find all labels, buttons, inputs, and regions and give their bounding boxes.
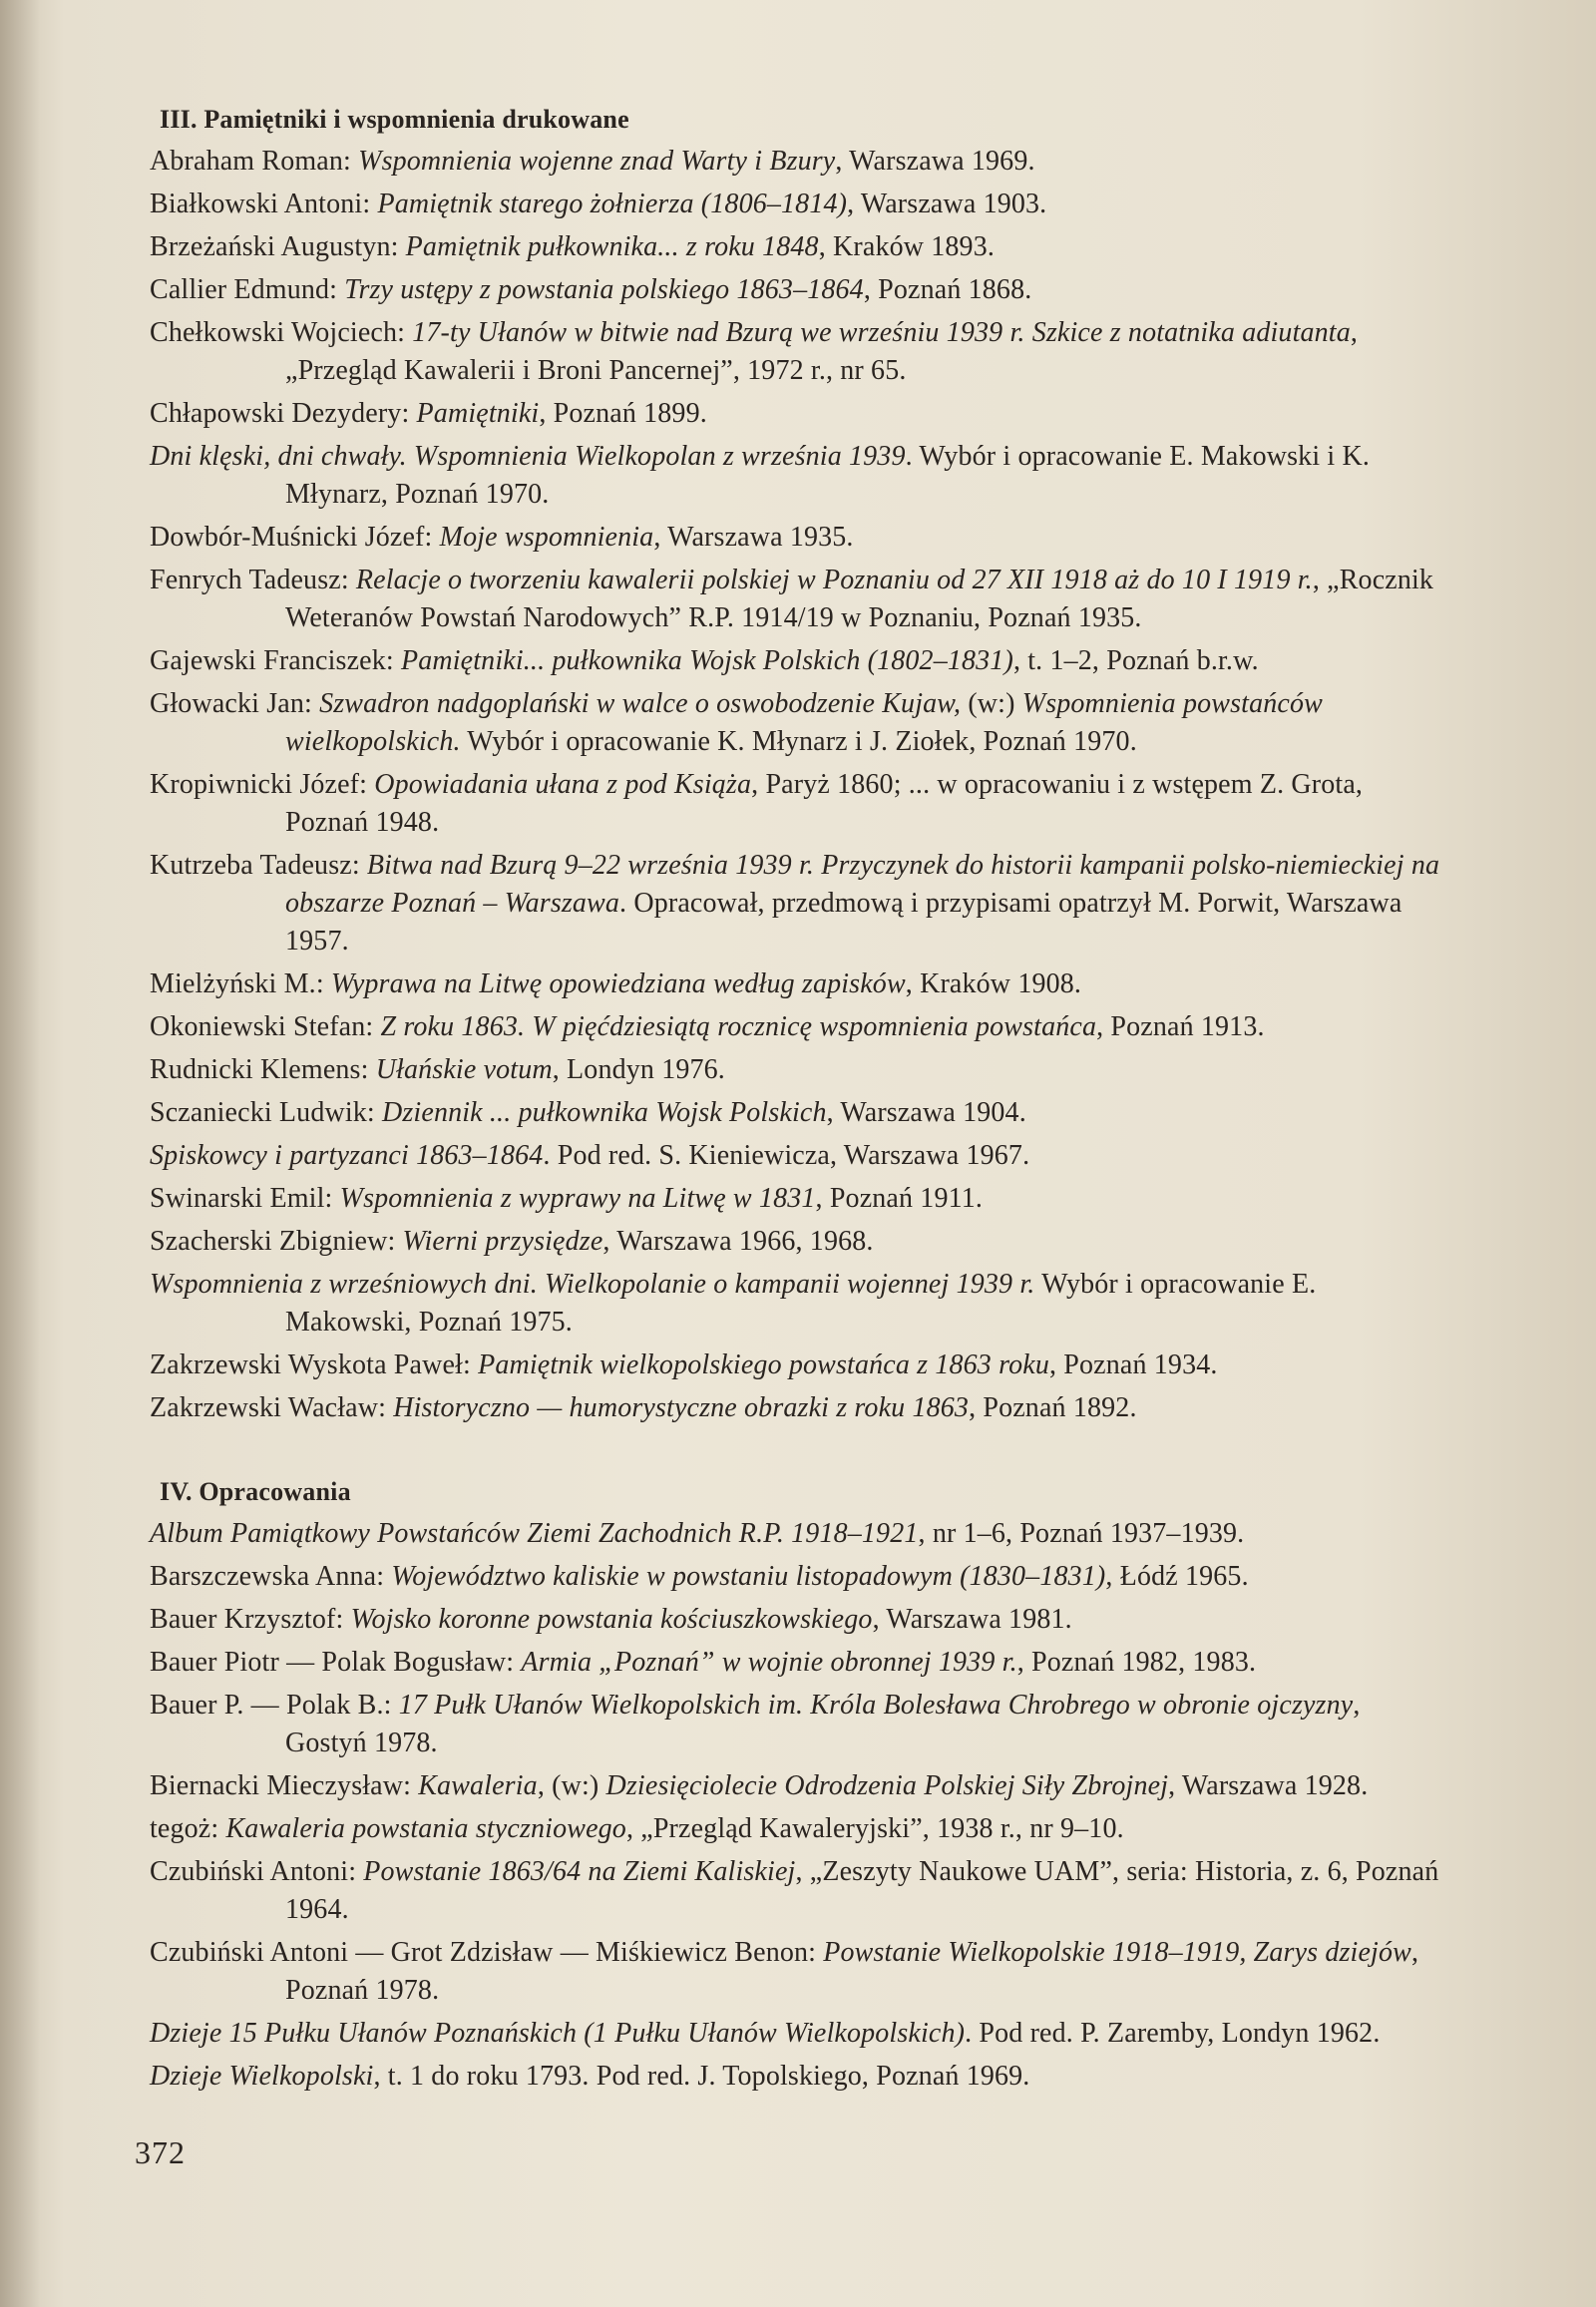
entry-text: , Łódź 1965. [1105, 1561, 1249, 1592]
entry-text: Gajewski Franciszek: [150, 645, 401, 676]
entry-text: Chełkowski Wojciech: [150, 317, 413, 348]
entry-text: , Warszawa 1903. [847, 189, 1047, 219]
entry-text: , Poznań 1899. [539, 398, 707, 429]
section-heading-memoirs: III. Pamiętniki i wspomnienia drukowane [160, 105, 629, 134]
bibliography-entry [150, 1644, 1446, 1682]
entry-text: Biernacki Mieczysław: [150, 1770, 419, 1801]
section-heading-studies: IV. Opracowania [160, 1477, 351, 1506]
bibliography-entry [150, 143, 1446, 181]
entry-text: , „Przegląd Kawalerii i Broni Pancernej”, 1972 r., nr 65. [285, 317, 1359, 386]
bibliography-entry [150, 1389, 1446, 1427]
entry-text: , Warszawa 1928. [1168, 1770, 1369, 1801]
entry-title: Z roku 1863. W pięćdziesiątą rocznicę wspomnienia powstańca [380, 1011, 1097, 1042]
entry-text: , Poznań 1978. [285, 1937, 1419, 2006]
entry-text: Swinarski Emil: [150, 1183, 340, 1214]
bibliography-entry [150, 2058, 1446, 2096]
bibliography-entry [150, 395, 1446, 433]
entry-text: , Poznań 1892. [969, 1392, 1137, 1423]
bibliography-entry [150, 562, 1446, 637]
entry-title: Dziennik ... pułkownika Wojsk Polskich [382, 1097, 827, 1128]
entry-text: , Warszawa 1966, 1968. [602, 1226, 874, 1257]
entry-text: , t. 1–2, Poznań b.r.w. [1012, 645, 1259, 676]
entry-title: Dzieje 15 Pułku Ułanów Poznańskich (1 Pułku Ułanów Wielkopolskich) [150, 2018, 966, 2049]
bibliography-entry [150, 519, 1446, 557]
bibliography-entry [150, 642, 1446, 680]
entry-text: Dowbór-Muśnicki Józef: [150, 522, 440, 553]
page-gutter-shadow [0, 0, 40, 2307]
entry-title: Wspomnienia z wyprawy na Litwę w 1831 [339, 1183, 816, 1214]
entry-title: Armia „Poznań” w wojnie obronnej 1939 r. [521, 1647, 1017, 1678]
entry-title: Pamiętnik wielkopolskiego powstańca z 1863 roku [478, 1349, 1049, 1380]
bibliography-entry [150, 965, 1446, 1003]
entry-text: , Poznań 1868. [863, 274, 1032, 305]
entry-text: . Opracował, przedmową i przypisami opatrzył M. Porwit, Warszawa 1957. [285, 888, 1402, 957]
entry-text: (w:) [968, 688, 1022, 719]
bibliography-entry [150, 1810, 1446, 1848]
entry-text: , Poznań 1934. [1049, 1349, 1218, 1380]
bibliography-entry [150, 1558, 1446, 1596]
bibliography-entry [150, 228, 1446, 266]
page-content [150, 105, 1446, 2101]
entry-text: , (w:) [537, 1770, 606, 1801]
bibliography-entry [150, 314, 1446, 390]
entry-text: Głowacki Jan: [150, 688, 320, 719]
entry-text: , Paryż 1860; ... w opracowaniu i z wstępem Z. Grota, Poznań 1948. [285, 769, 1364, 838]
entry-text: Barszczewska Anna: [150, 1561, 392, 1592]
entry-text: Zakrzewski Wyskota Paweł: [150, 1349, 479, 1380]
bibliography-entry [150, 1767, 1446, 1805]
bibliography-entry [150, 1008, 1446, 1046]
entry-title: Kawaleria powstania styczniowego [225, 1813, 626, 1844]
entry-text: , t. 1 do roku 1793. Pod red. J. Topolskiego, Poznań 1969. [373, 2061, 1030, 2092]
bibliography-entry [150, 1051, 1446, 1089]
entry-text: Kropiwnicki Józef: [150, 769, 375, 800]
entry-text: Bauer Krzysztof: [150, 1604, 351, 1635]
entry-text: . Pod red. P. Zaremby, Londyn 1962. [965, 2018, 1381, 2049]
entry-text: Chłapowski Dezydery: [150, 398, 417, 429]
bibliography-entry [150, 1223, 1446, 1261]
bibliography-entry [150, 2015, 1446, 2053]
entry-title: Bitwa nad Bzurą 9–22 września 1939 r. Przyczynek do historii kampanii polsko-niemieckiej na obszarze Poznań – Warszawa [285, 850, 1440, 919]
entry-title: Spiskowcy i partyzanci 1863–1864 [150, 1140, 544, 1171]
entry-text: , Poznań 1982, 1983. [1016, 1647, 1257, 1678]
bibliography-entry [150, 1934, 1446, 2010]
entry-text: , Warszawa 1969. [835, 146, 1035, 177]
bibliography-entry [150, 847, 1446, 961]
entry-text: , Kraków 1893. [818, 231, 996, 262]
entry-title: Wierni przysiędze [402, 1226, 603, 1257]
entry-text: , „Rocznik Weteranów Powstań Narodowych” R.P. 1914/19 w Poznaniu, Poznań 1935. [285, 565, 1434, 633]
entry-text: , nr 1–6, Poznań 1937–1939. [918, 1518, 1245, 1549]
memoirs-entry-list [150, 143, 1446, 1427]
bibliography-entry [150, 685, 1446, 761]
entry-text: Mielżyński M.: [150, 968, 331, 999]
entry-text: , Poznań 1911. [815, 1183, 984, 1214]
entry-text: Czubiński Antoni: [150, 1856, 364, 1887]
entry-text: Bauer P. — Polak B.: [150, 1690, 399, 1721]
entry-text: Bauer Piotr — Polak Bogusław: [150, 1647, 522, 1678]
entry-title: Powstanie 1863/64 na Ziemi Kaliskiej [363, 1856, 796, 1887]
entry-title: Trzy ustępy z powstania polskiego 1863–1864 [344, 274, 864, 305]
entry-title: Album Pamiątkowy Powstańców Ziemi Zachodnich R.P. 1918–1921 [150, 1518, 919, 1549]
entry-text: Wybór i opracowanie K. Młynarz i J. Ziołek, Poznań 1970. [460, 726, 1137, 757]
entry-title: 17-ty Ułanów w bitwie nad Bzurą we wrześniu 1939 r. Szkice z notatnika adiutanta [412, 317, 1351, 348]
page-number: 372 [135, 2134, 186, 2170]
entry-text: , Warszawa 1935. [653, 522, 854, 553]
bibliography-entry [150, 1601, 1446, 1639]
bibliography-entry [150, 1515, 1446, 1553]
studies-entry-list [150, 1515, 1446, 2096]
entry-title: Moje wspomnienia [439, 522, 654, 553]
bibliography-entry [150, 1687, 1446, 1762]
bibliography-entry [150, 186, 1446, 223]
bibliography-entry [150, 1266, 1446, 1342]
bibliography-entry [150, 271, 1446, 309]
entry-text: , Poznań 1913. [1096, 1011, 1265, 1042]
entry-text: Czubiński Antoni — Grot Zdzisław — Miśkiewicz Benon: [150, 1937, 824, 1968]
entry-title: Pamiętniki... pułkownika Wojsk Polskich (1802–1831) [400, 645, 1013, 676]
entry-text: Wybór i opracowanie E. Makowski, Poznań 1975. [285, 1269, 1317, 1338]
entry-text: Szacherski Zbigniew: [150, 1226, 403, 1257]
bibliography-entry [150, 1094, 1446, 1132]
entry-title: Wspomnienia powstańców wielkopolskich. [285, 688, 1323, 757]
entry-title: Historyczno — humorystyczne obrazki z roku 1863 [393, 1392, 970, 1423]
bibliography-entry [150, 438, 1446, 514]
entry-title: Relacje o tworzeniu kawalerii polskiej w Poznaniu od 27 XII 1918 aż do 10 I 1919 r. [355, 565, 1313, 595]
entry-title: Pamiętniki [416, 398, 540, 429]
entry-text: tegoż: [150, 1813, 226, 1844]
entry-title: Ułańskie votum [375, 1054, 553, 1085]
entry-text: Białkowski Antoni: [150, 189, 378, 219]
entry-title: Dzieje Wielkopolski [150, 2061, 374, 2092]
entry-text: Rudnicki Klemens: [150, 1054, 376, 1085]
entry-title: Dni klęski, dni chwały. Wspomnienia Wielkopolan z września 1939 [150, 441, 906, 472]
entry-text: , „Przegląd Kawaleryjski”, 1938 r., nr 9–10. [625, 1813, 1124, 1844]
entry-title: Pamiętnik pułkownika... z roku 1848 [405, 231, 819, 262]
entry-text: Brzeżański Augustyn: [150, 231, 406, 262]
entry-title: Szwadron nadgoplański w walce o oswobodzenie Kujaw, [319, 688, 969, 719]
bibliography-entry [150, 1346, 1446, 1384]
entry-text: , Londyn 1976. [552, 1054, 725, 1085]
entry-title: Pamiętnik starego żołnierza (1806–1814) [377, 189, 848, 219]
entry-text: , Warszawa 1981. [872, 1604, 1072, 1635]
entry-text: . Pod red. S. Kieniewicza, Warszawa 1967. [543, 1140, 1030, 1171]
entry-text: Kutrzeba Tadeusz: [150, 850, 367, 881]
entry-text: Fenrych Tadeusz: [150, 565, 356, 595]
entry-title: Wyprawa na Litwę opowiedziana według zapisków [330, 968, 906, 999]
entry-text: Okoniewski Stefan: [150, 1011, 381, 1042]
entry-title: Dziesięciolecie Odrodzenia Polskiej Siły Zbrojnej [605, 1770, 1169, 1801]
entry-text: , „Zeszyty Naukowe UAM”, seria: Historia, z. 6, Poznań 1964. [285, 1856, 1439, 1925]
entry-title: 17 Pułk Ułanów Wielkopolskich im. Króla Bolesława Chrobrego w obronie ojczyzny [398, 1690, 1354, 1721]
entry-text: Callier Edmund: [150, 274, 345, 305]
bibliography-entry [150, 766, 1446, 842]
entry-text: , Warszawa 1904. [826, 1097, 1026, 1128]
entry-title: Opowiadania ułana z pod Książa [374, 769, 752, 800]
entry-title: Województwo kaliskie w powstaniu listopadowym (1830–1831) [391, 1561, 1106, 1592]
entry-title: Wspomnienia wojenne znad Warty i Bzury [358, 146, 836, 177]
entry-text: , Gostyń 1978. [285, 1690, 1361, 1758]
bibliography-entry [150, 1137, 1446, 1175]
entry-title: Powstanie Wielkopolskie 1918–1919, Zarys dziejów [823, 1937, 1411, 1968]
entry-text: Zakrzewski Wacław: [150, 1392, 394, 1423]
entry-text: . Wybór i opracowanie E. Makowski i K. Młynarz, Poznań 1970. [285, 441, 1371, 510]
entry-title: Wspomnienia z wrześniowych dni. Wielkopolanie o kampanii wojennej 1939 r. [150, 1269, 1035, 1300]
bibliography-entry [150, 1180, 1446, 1218]
entry-text: Sczaniecki Ludwik: [150, 1097, 383, 1128]
bibliography-entry [150, 1853, 1446, 1929]
entry-title: Wojsko koronne powstania kościuszkowskiego [350, 1604, 873, 1635]
entry-text: Abraham Roman: [150, 146, 359, 177]
entry-title: Kawaleria [418, 1770, 538, 1801]
entry-text: , Kraków 1908. [905, 968, 1082, 999]
